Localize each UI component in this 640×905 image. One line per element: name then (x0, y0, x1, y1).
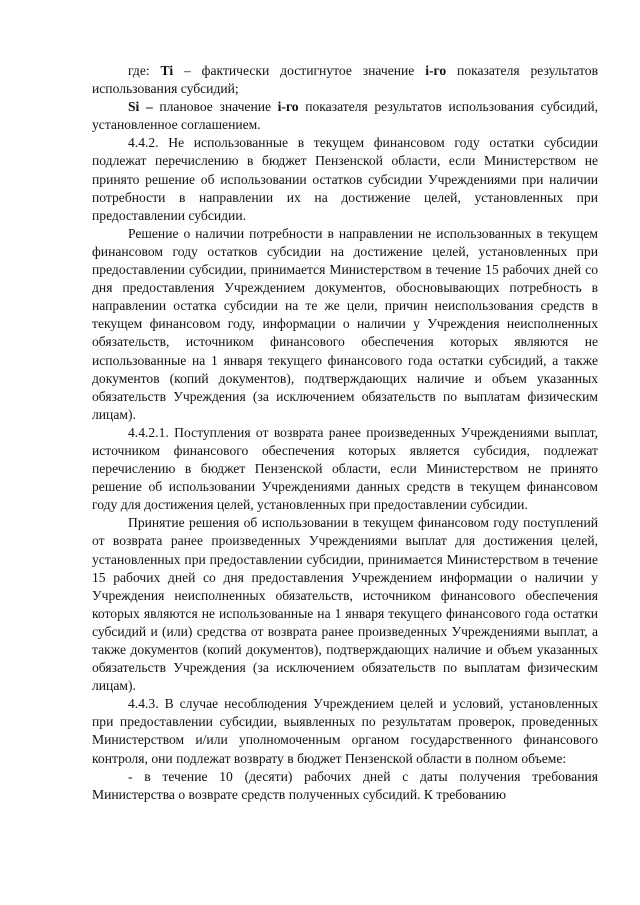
index-i: i-го (425, 63, 447, 78)
definition-ti: где: Ti – фактически достигнутое значение i-го показателя результатов использования субсидий; (92, 63, 599, 97)
definition-si: Si – плановое значение i-го показателя результатов использования субсидий, установленное соглашением. (92, 99, 599, 133)
paragraph-4-4-2: 4.4.2. Не использованные в текущем финансовом году остатки субсидии подлежат перечислению в бюджет Пензенской области, если Министерством не принято решение об использовании остатков субсидии Учреждениями при наличии потребности в направлении их на достижение целей, установленных при предоставлении субсидии. (92, 135, 598, 223)
paragraph-4-4-3: 4.4.3. В случае несоблюдения Учреждением целей и условий, установленных при предоставлении субсидии, выявленных по результатам проверок, проведенных Министерством и/или уполномоченным органом государственного финансового контроля, они подлежат возврату в бюджет Пензенской области в полном объеме: (92, 696, 598, 766)
paragraph-decision-remainders: Решение о наличии потребности в направлении не использованных в текущем финансовом году остатков субсидии на достижение целей, установленных при предоставлении субсидии, принимается Министерством в течение 15 рабочих дней со дня предоставления Учреждением документов, обосновывающих потребность в направлении остатка субсидии на те же цели, причин неиспользования средств в текущем финансовом году, информации о наличии у Учреждения неисполненных обязательств, источником финансового обеспечения которых являются не использованные на 1 января текущего финансового года остатки субсидий, а также документов (копий документов), подтверждающих наличие и объем указанных обязательств Учреждения (за исключением обязательств по выплатам физическим лицам). (92, 225, 598, 422)
list-item-10-days: - в течение 10 (десяти) рабочих дней с даты получения требования Министерства о возврате средств полученных субсидий. К требованию (92, 768, 598, 802)
index-i: i-го (277, 99, 299, 115)
variable-si: Si (128, 99, 140, 115)
paragraph-4-4-2-1: 4.4.2.1. Поступления от возврата ранее произведенных Учреждениями выплат, источником финансового обеспечения которых является субсидия, подлежат перечислению в бюджет Пензенской области, если Министерством не принято решение об использовании Учреждениями данных средств в текущем финансовом году для достижения целей, установленных при предоставлении субсидии. (92, 424, 598, 513)
paragraph-decision-returns: Принятие решения об использовании в текущем финансовом году поступлений от возврата ранее произведенных Учреждениями выплат для достижения целей, установленных при предоставлении субсидии, принимается Министерством в течение 15 рабочих дней со дня предоставления Учреждением информации о наличии у Учреждения неисполненных обязательств, источником финансового обеспечения которых являются не использованные на 1 января текущего финансового года остатки субсидий и (или) средства от возврата ранее произведенных Учреждениями выплат, а также документов (копий документов), подтверждающих наличие и объем указанных обязательств Учреждения (за исключением обязательств по выплатам физическим лицам). (92, 515, 598, 694)
variable-ti: Ti (160, 63, 174, 78)
